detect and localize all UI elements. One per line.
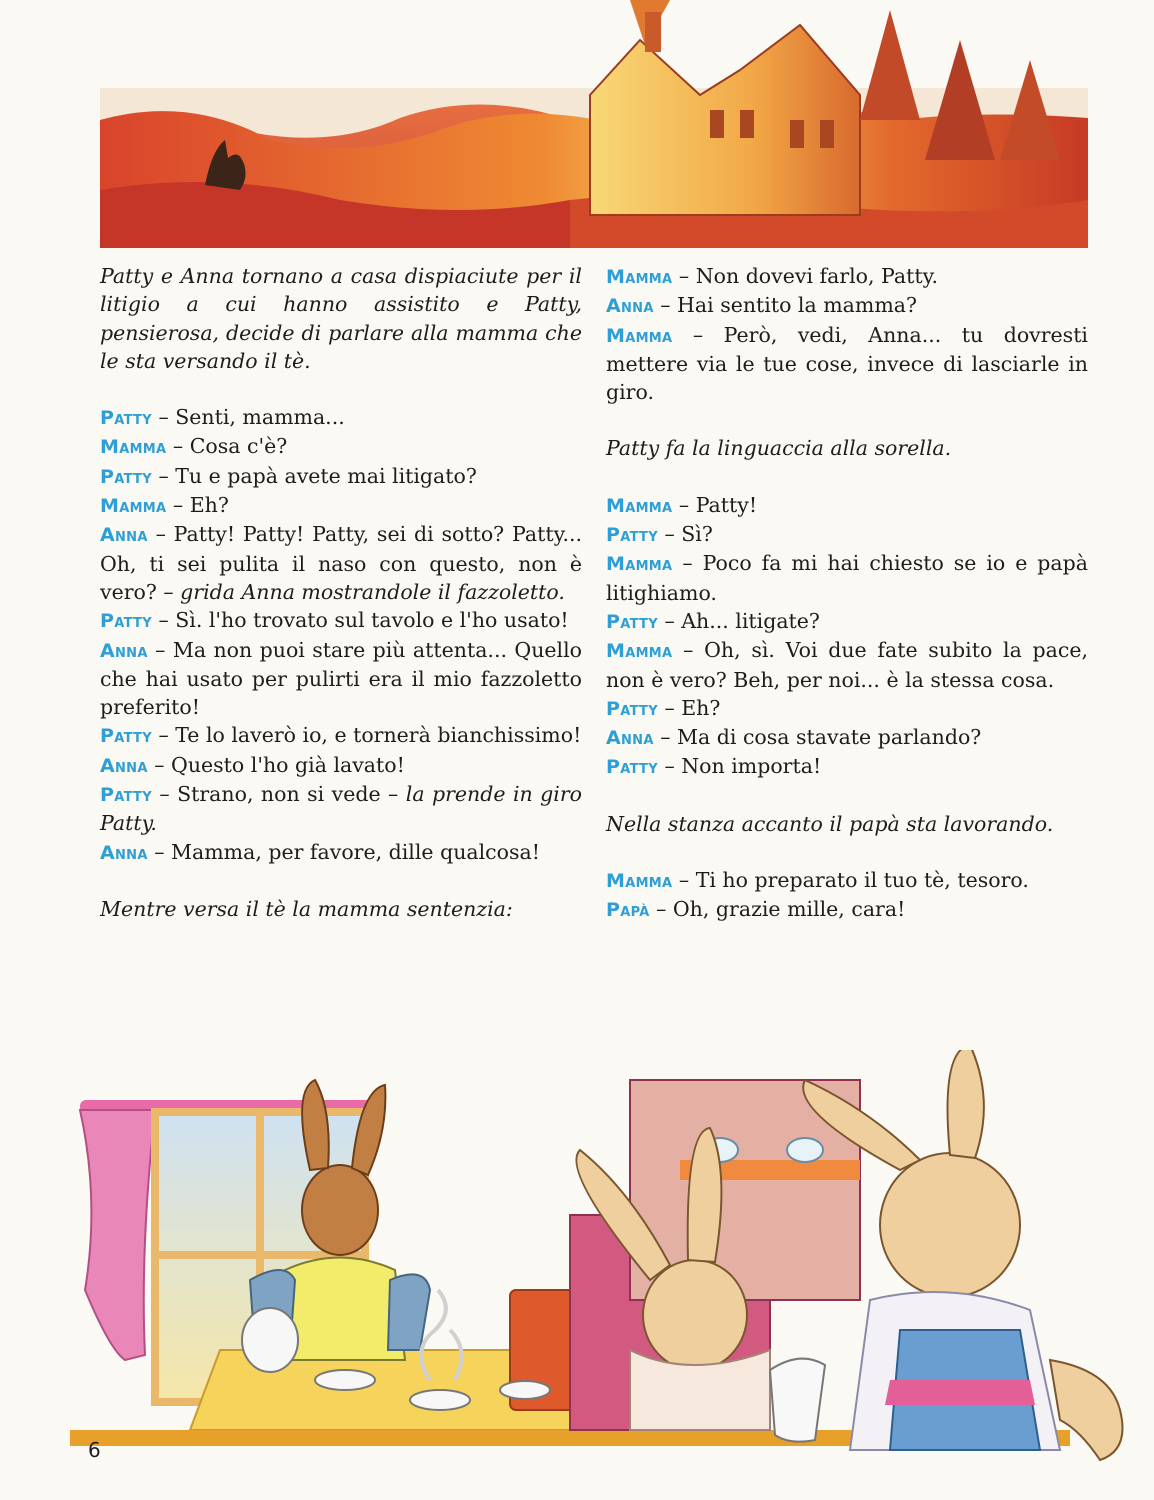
dialogue-text: – Ah... litigate? bbox=[657, 608, 820, 633]
dialogue-text: – Senti, mamma... bbox=[151, 405, 345, 430]
dialogue-line bbox=[100, 491, 582, 520]
dialogue-text: – Eh? bbox=[657, 695, 721, 720]
dialogue-line bbox=[100, 838, 582, 867]
right-text-column bbox=[606, 262, 1088, 925]
dialogue-text: – Poco fa mi hai chiesto se io e papà litighiamo. bbox=[606, 551, 1088, 605]
dialogue-text: – Questo l'ho già lavato! bbox=[147, 752, 405, 777]
speaker-name: Patty bbox=[100, 784, 152, 807]
dialogue-text: – Ti ho preparato il tuo tè, tesoro. bbox=[672, 868, 1029, 893]
narration-paragraph: Patty e Anna tornano a casa dispiaciute per il litigio a cui hanno assistito e Patty, pensierosa, decide di parlare alla mamma che le sta versando il tè. bbox=[100, 264, 582, 373]
speaker-name: Patty bbox=[100, 465, 152, 488]
page-number: 6 bbox=[88, 1438, 101, 1462]
dialogue-line bbox=[100, 462, 582, 491]
speaker-name: Mamma bbox=[606, 870, 673, 893]
dialogue-line bbox=[100, 721, 582, 750]
speaker-name: Mamma bbox=[100, 495, 167, 518]
speaker-name: Mamma bbox=[100, 436, 167, 459]
dialogue-text: – Hai sentito la mamma? bbox=[653, 293, 917, 318]
top-illustration bbox=[100, 0, 1088, 248]
speaker-name: Anna bbox=[100, 639, 148, 662]
speaker-name: Anna bbox=[606, 727, 654, 750]
speaker-name: Mamma bbox=[606, 266, 673, 288]
speaker-name: Patty bbox=[606, 610, 658, 633]
speaker-name: Anna bbox=[100, 524, 148, 547]
speaker-name: Patty bbox=[100, 610, 152, 633]
speaker-name: Anna bbox=[100, 841, 148, 864]
dialogue-line bbox=[606, 549, 1088, 607]
speaker-name: Mamma bbox=[606, 494, 673, 517]
speaker-name: Mamma bbox=[606, 324, 673, 347]
dialogue-text: – Sì. l'ho trovato sul tavolo e l'ho usato! bbox=[151, 608, 569, 633]
dialogue-line bbox=[100, 636, 582, 722]
speaker-name: Papà bbox=[606, 899, 650, 922]
dialogue-line bbox=[606, 895, 1088, 924]
dialogue-line bbox=[606, 723, 1088, 752]
dialogue-line bbox=[100, 403, 582, 432]
dialogue-text: – Te lo laverò io, e tornerà bianchissimo! bbox=[151, 723, 582, 748]
dialogue-line bbox=[100, 780, 582, 838]
dialogue-line bbox=[606, 491, 1088, 520]
bottom-illustration bbox=[70, 1050, 1154, 1470]
dialogue-line bbox=[100, 606, 582, 635]
speaker-name: Anna bbox=[100, 754, 148, 777]
dialogue-line bbox=[606, 291, 1088, 320]
dialogue-line bbox=[606, 694, 1088, 723]
dialogue-text: – Però, vedi, Anna... tu dovresti mettere via le tue cose, invece di lasciarle in giro. bbox=[606, 322, 1088, 405]
dialogue-line bbox=[606, 752, 1088, 781]
dialogue-text: – Strano, non si vede – bbox=[151, 782, 406, 807]
dialogue-text: – Oh, sì. Voi due fate subito la pace, non è vero? Beh, per noi... è la stessa cosa. bbox=[606, 638, 1088, 692]
speaker-name: Patty bbox=[100, 725, 152, 748]
dialogue-text: – Patty! Patty! Patty, sei di sotto? Patty... Oh, ti sei pulita il naso con questo, non è vero? – bbox=[100, 522, 582, 604]
dialogue-text: – Mamma, per favore, dille qualcosa! bbox=[147, 839, 540, 864]
speaker-name: Mamma bbox=[606, 553, 673, 576]
speaker-name: Patty bbox=[100, 407, 152, 430]
dialogue-text: – Non dovevi farlo, Patty. bbox=[672, 264, 939, 288]
speaker-name: Patty bbox=[606, 756, 658, 779]
speaker-name: Patty bbox=[606, 697, 658, 720]
dialogue-line bbox=[606, 636, 1088, 694]
dialogue-text: – Eh? bbox=[166, 493, 229, 518]
country-house-sunset-image bbox=[100, 0, 1088, 248]
dialogue-line bbox=[100, 751, 582, 780]
left-text-column bbox=[100, 262, 582, 923]
dialogue-text: – Non importa! bbox=[657, 754, 822, 779]
dialogue-text: – Cosa c'è? bbox=[166, 434, 288, 459]
narration-paragraph: Patty fa la linguaccia alla sorella. bbox=[606, 436, 952, 461]
dialogue-line bbox=[100, 432, 582, 461]
stage-direction: la prende in giro Patty. bbox=[100, 782, 582, 836]
dialogue-line bbox=[606, 262, 1088, 291]
stage-direction: grida Anna mostrandole il fazzoletto. bbox=[180, 579, 565, 604]
speaker-name: Patty bbox=[606, 524, 658, 547]
dialogue-text: – Ma di cosa stavate parlando? bbox=[653, 725, 982, 750]
dialogue-text: – Patty! bbox=[672, 492, 758, 517]
dialogue-line bbox=[606, 866, 1088, 895]
speaker-name: Anna bbox=[606, 295, 654, 318]
narration-paragraph: Mentre versa il tè la mamma sentenzia: bbox=[100, 896, 513, 921]
dialogue-text: – Oh, grazie mille, cara! bbox=[649, 897, 906, 922]
dialogue-text: – Tu e papà avete mai litigato? bbox=[151, 463, 477, 488]
dialogue-line bbox=[606, 321, 1088, 407]
narration-paragraph: Nella stanza accanto il papà sta lavorando. bbox=[606, 811, 1054, 836]
dialogue-line bbox=[606, 520, 1088, 549]
rabbit-family-image bbox=[70, 1050, 1154, 1470]
dialogue-line bbox=[100, 520, 582, 606]
speaker-name: Mamma bbox=[606, 640, 673, 663]
dialogue-text: – Sì? bbox=[657, 522, 713, 547]
dialogue-line bbox=[606, 607, 1088, 636]
dialogue-text: – Ma non puoi stare più attenta... Quello che hai usato per pulirti era il mio fazzoletto preferito! bbox=[100, 637, 582, 720]
